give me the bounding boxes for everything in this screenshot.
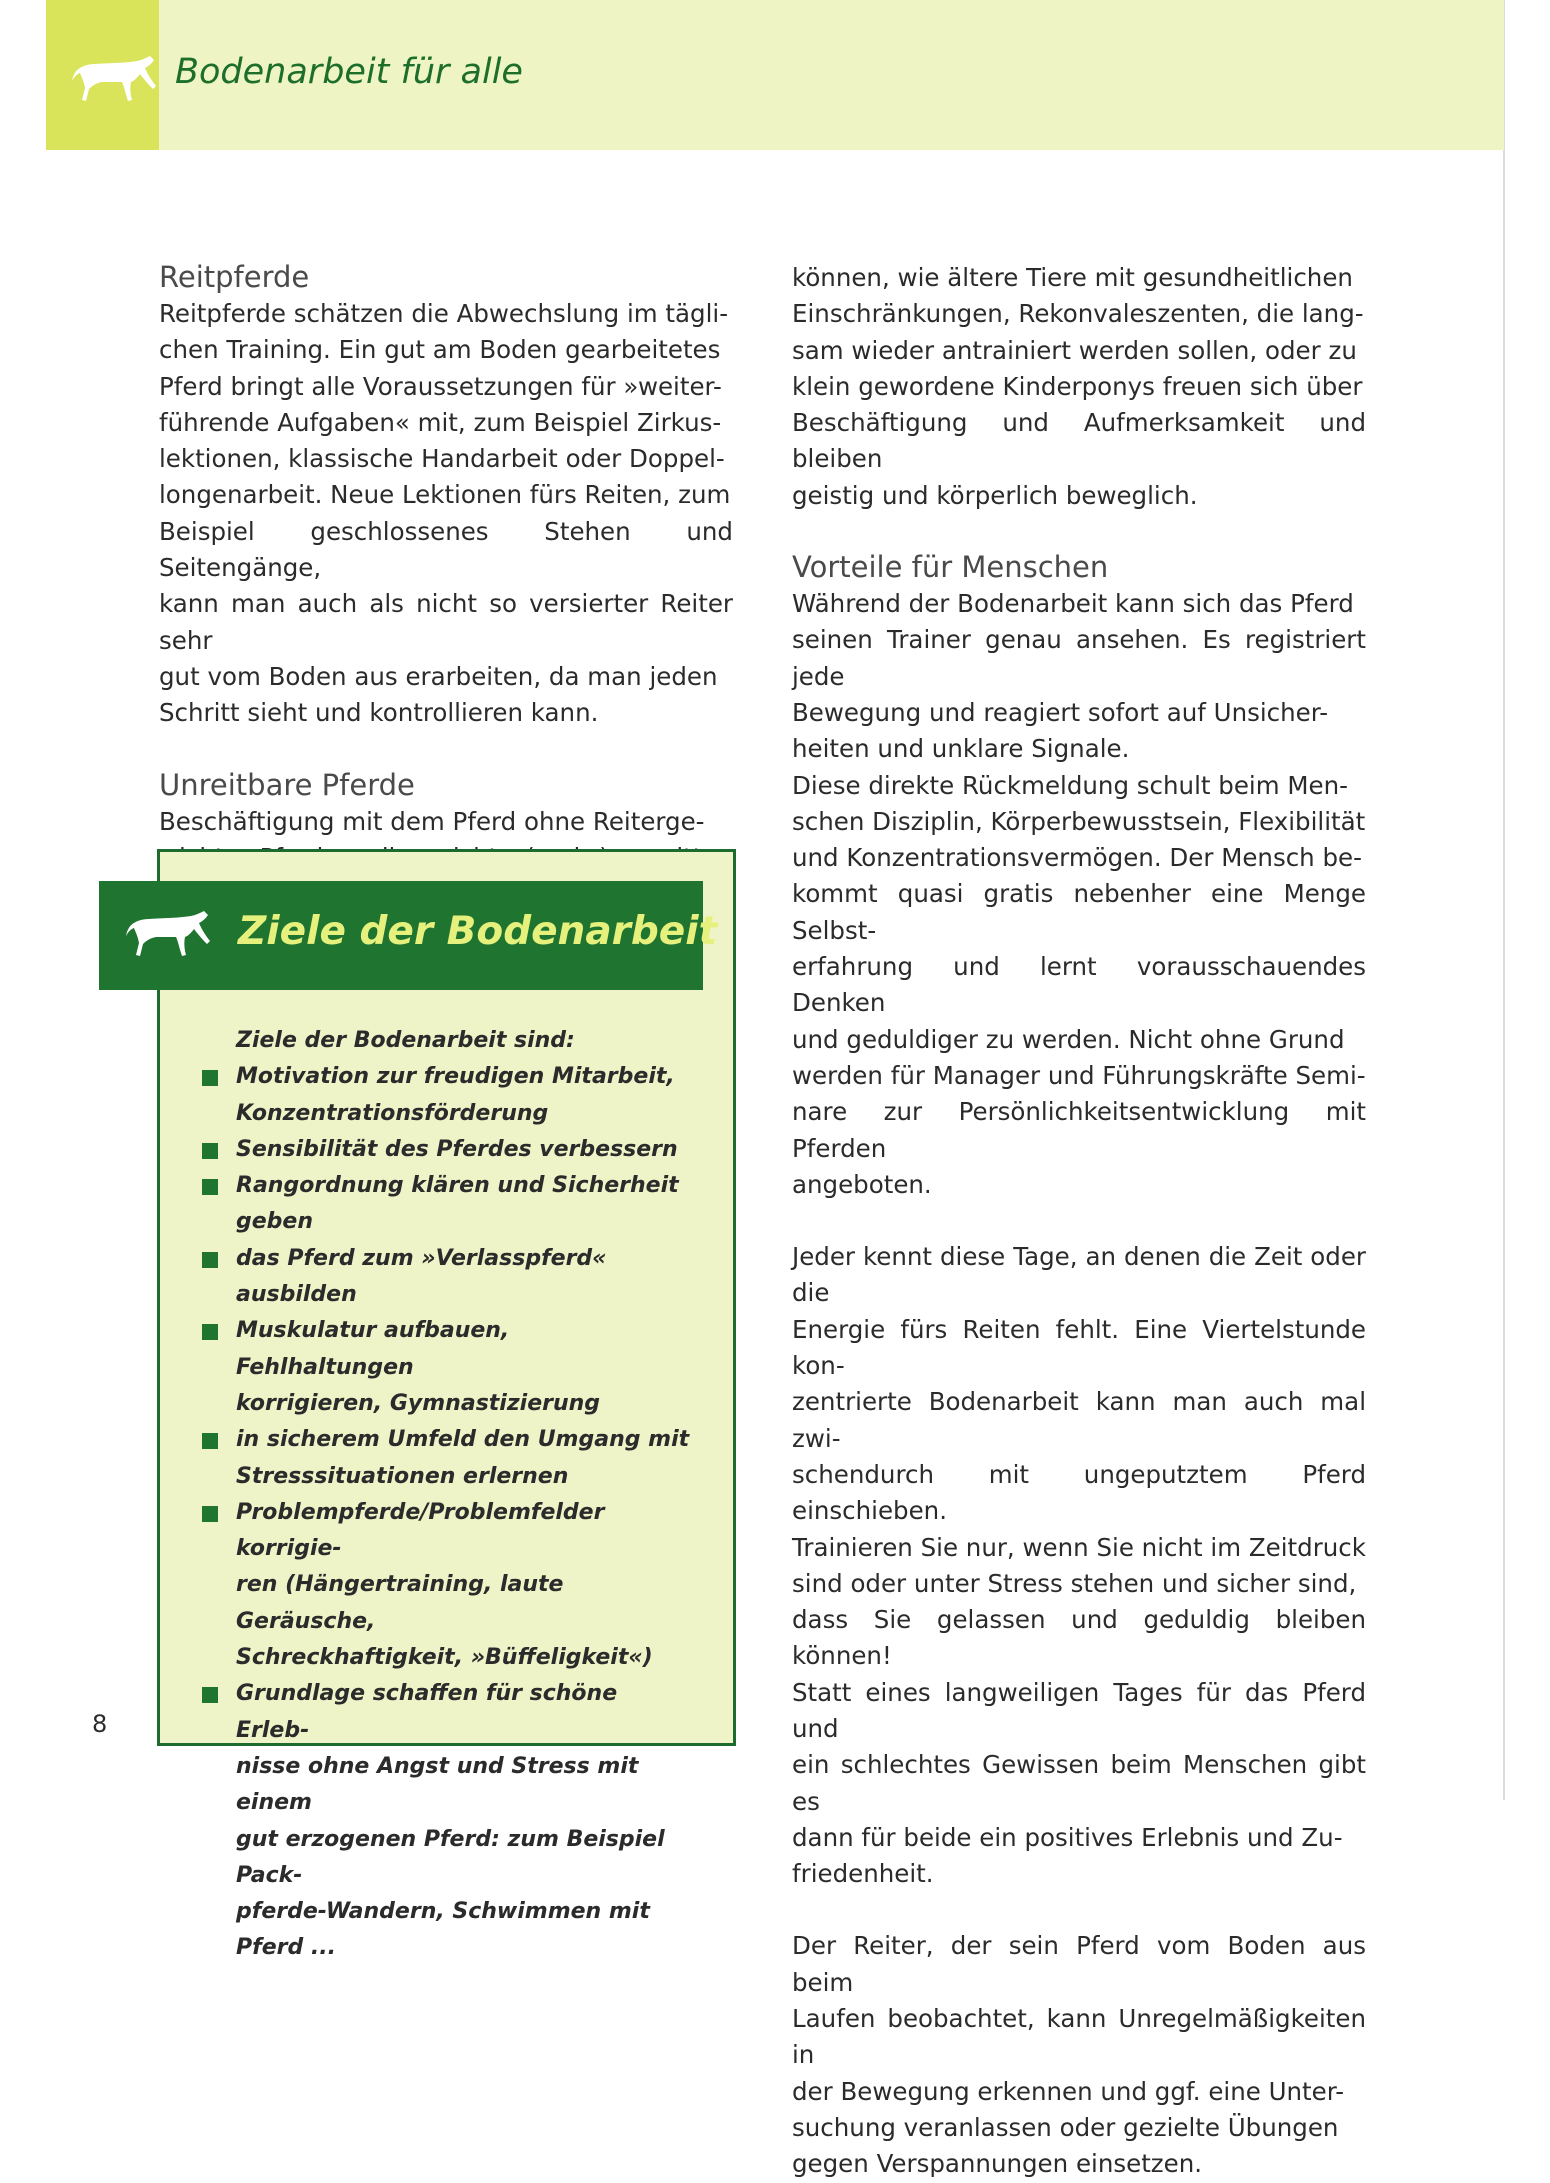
spacer	[159, 732, 733, 766]
text-line: Schreckhaftigkeit, »Büffeligkeit«)	[236, 1645, 653, 1671]
text-line: suchung veranlassen oder gezielte Übungen	[792, 2112, 1339, 2142]
bullet-square-icon	[202, 1433, 218, 1449]
text-line: schen Disziplin, Körperbewusstsein, Flexibilität	[792, 806, 1366, 836]
text-line: kommt quasi gratis nebenher eine Menge Selbst-	[792, 879, 1366, 945]
body-paragraph	[792, 768, 1366, 1204]
text-line: Reitpferde schätzen die Abwechslung im tägli-	[159, 299, 729, 328]
list-item	[200, 1676, 690, 1966]
list-item	[200, 1422, 690, 1495]
list-item	[200, 1059, 690, 1132]
text-line: gegen Verspannungen einsetzen.	[792, 2149, 1203, 2179]
right-column	[792, 260, 1366, 2183]
text-line: nisse ohne Angst und Stress mit einem	[236, 1753, 639, 1816]
text-line: Problempferde/Problemfelder korrigie-	[236, 1499, 605, 1562]
bullet-square-icon	[202, 1070, 218, 1086]
spacer	[792, 514, 1366, 548]
horse-icon	[70, 48, 158, 104]
bullet-square-icon	[202, 1506, 218, 1522]
goals-intro: Ziele der Bodenarbeit sind:	[236, 1028, 575, 1053]
text-line: Beschäftigung und Aufmerksamkeit und bleiben	[792, 408, 1366, 474]
text-line: Beispiel geschlossenes Stehen und Seitengänge,	[159, 516, 733, 583]
text-line: dann für beide ein positives Erlebnis und Zu-	[792, 1822, 1343, 1852]
text-line: Muskulatur aufbauen, Fehlhaltungen	[236, 1318, 510, 1380]
text-line: geben	[236, 1209, 313, 1235]
text-line: in sicherem Umfeld den Umgang mit	[236, 1427, 690, 1453]
text-line: Einschränkungen, Rekonvaleszenten, die lang-	[792, 299, 1364, 329]
section-heading: Unreitbare Pferde	[159, 767, 415, 802]
text-line: führende Aufgaben« mit, zum Beispiel Zirkus-	[159, 407, 722, 437]
spacer	[792, 1892, 1366, 1928]
list-item	[200, 1241, 690, 1314]
text-line: sind oder unter Stress stehen und sicher sind,	[792, 1568, 1357, 1598]
list-item	[200, 1495, 690, 1676]
bullet-square-icon	[202, 1324, 218, 1340]
body-paragraph	[792, 260, 1366, 514]
body-paragraph	[792, 1928, 1366, 2182]
text-line: longenarbeit. Neue Lektionen fürs Reiten, zum	[159, 480, 731, 510]
text-line: dass Sie gelassen und geduldig bleiben können!	[792, 1605, 1366, 1671]
text-line: gut erzogenen Pferd: zum Beispiel Pack-	[236, 1826, 665, 1888]
text-line: Motivation zur freudigen Mitarbeit,	[236, 1064, 675, 1090]
text-line: zentrierte Bodenarbeit kann man auch mal zwi-	[792, 1387, 1366, 1453]
text-line: und Konzentrationsvermögen. Der Mensch be-	[792, 843, 1362, 873]
section-heading: Vorteile für Menschen	[792, 550, 1109, 585]
text-line: erfahrung und lernt vorausschauendes Denken	[792, 952, 1366, 1018]
text-line: Sensibilität des Pferdes verbessern	[236, 1136, 678, 1162]
body-paragraph	[159, 296, 733, 732]
text-line: Konzentrationsförderung	[236, 1100, 549, 1126]
text-line: Rangordnung klären und Sicherheit	[236, 1173, 679, 1199]
text-line: Statt eines langweiligen Tages für das Pferd und	[792, 1677, 1366, 1743]
text-line: heiten und unklare Signale.	[792, 734, 1130, 764]
body-paragraph	[792, 586, 1366, 767]
bullet-square-icon	[202, 1143, 218, 1159]
list-item	[200, 1313, 690, 1422]
text-line: Diese direkte Rückmeldung schult beim Men-	[792, 770, 1348, 800]
text-line: und geduldiger zu werden. Nicht ohne Grund	[792, 1024, 1345, 1054]
text-line: Bewegung und reagiert sofort auf Unsicher-	[792, 697, 1329, 727]
page-edge	[1503, 0, 1505, 1800]
header-title: Bodenarbeit für alle	[175, 52, 523, 92]
text-line: das Pferd zum »Verlasspferd« ausbilden	[236, 1245, 607, 1308]
text-line: ren (Hängertraining, laute Geräusche,	[236, 1572, 564, 1634]
bullet-square-icon	[202, 1252, 218, 1268]
text-line: Beschäftigung mit dem Pferd ohne Reiterge-	[159, 806, 705, 836]
text-line: können, wie ältere Tiere mit gesundheitlichen	[792, 263, 1353, 292]
text-line: Schritt sieht und kontrollieren kann.	[159, 698, 599, 728]
text-line: Jeder kennt diese Tage, an denen die Zeit oder die	[792, 1242, 1366, 1308]
list-item	[200, 1168, 690, 1241]
text-line: sam wieder antrainiert werden sollen, oder zu	[792, 335, 1357, 365]
text-line: korrigieren, Gymnastizierung	[236, 1390, 601, 1416]
bullet-square-icon	[202, 1687, 218, 1703]
text-line: Grundlage schaffen für schöne Erleb-	[236, 1681, 618, 1743]
text-line: lektionen, klassische Handarbeit oder Doppel-	[159, 444, 725, 474]
text-line: Pferd bringt alle Voraussetzungen für »weiter-	[159, 371, 722, 401]
text-line: nare zur Persönlichkeitsentwicklung mit Pferden	[792, 1097, 1366, 1163]
spacer	[792, 1203, 1366, 1239]
section-heading: Reitpferde	[159, 260, 310, 294]
goals-list	[200, 1023, 690, 1967]
text-line: kann man auch als nicht so versierter Reiter sehr	[159, 589, 733, 655]
text-line: angeboten.	[792, 1169, 932, 1199]
text-line: gut vom Boden aus erarbeiten, da man jeden	[159, 661, 718, 691]
text-line: schendurch mit ungeputztem Pferd einschieben.	[792, 1459, 1366, 1526]
text-line: klein gewordene Kinderponys freuen sich über	[792, 371, 1363, 401]
text-line: Der Reiter, der sein Pferd vom Boden aus beim	[792, 1931, 1366, 1997]
left-column	[159, 258, 733, 912]
horse-icon	[124, 903, 212, 959]
body-paragraph	[792, 1239, 1366, 1892]
text-line: werden für Manager und Führungskräfte Semi-	[792, 1060, 1366, 1090]
text-line: seinen Trainer genau ansehen. Es registriert jede	[792, 625, 1366, 691]
text-line: Während der Bodenarbeit kann sich das Pferd	[792, 589, 1354, 619]
list-item	[200, 1132, 690, 1168]
text-line: geistig und körperlich beweglich.	[792, 480, 1198, 510]
page-number: 8	[92, 1710, 108, 1738]
text-line: ein schlechtes Gewissen beim Menschen gibt es	[792, 1750, 1366, 1816]
text-line: Trainieren Sie nur, wenn Sie nicht im Zeitdruck	[792, 1532, 1366, 1562]
goals-box-title: Ziele der Bodenarbeit	[238, 909, 718, 954]
text-line: Energie fürs Reiten fehlt. Eine Viertelstunde kon-	[792, 1314, 1366, 1381]
text-line: pferde-Wandern, Schwimmen mit	[236, 1899, 650, 1925]
bullet-square-icon	[202, 1179, 218, 1195]
text-line: chen Training. Ein gut am Boden gearbeitetes	[159, 335, 721, 365]
text-line: friedenheit.	[792, 1859, 934, 1889]
text-line: Laufen beobachtet, kann Unregelmäßigkeiten in	[792, 2004, 1366, 2070]
text-line: Stresssituationen erlernen	[236, 1463, 569, 1489]
text-line: der Bewegung erkennen und ggf. eine Unter-	[792, 2076, 1345, 2106]
text-line: Pferd ...	[236, 1935, 336, 1961]
